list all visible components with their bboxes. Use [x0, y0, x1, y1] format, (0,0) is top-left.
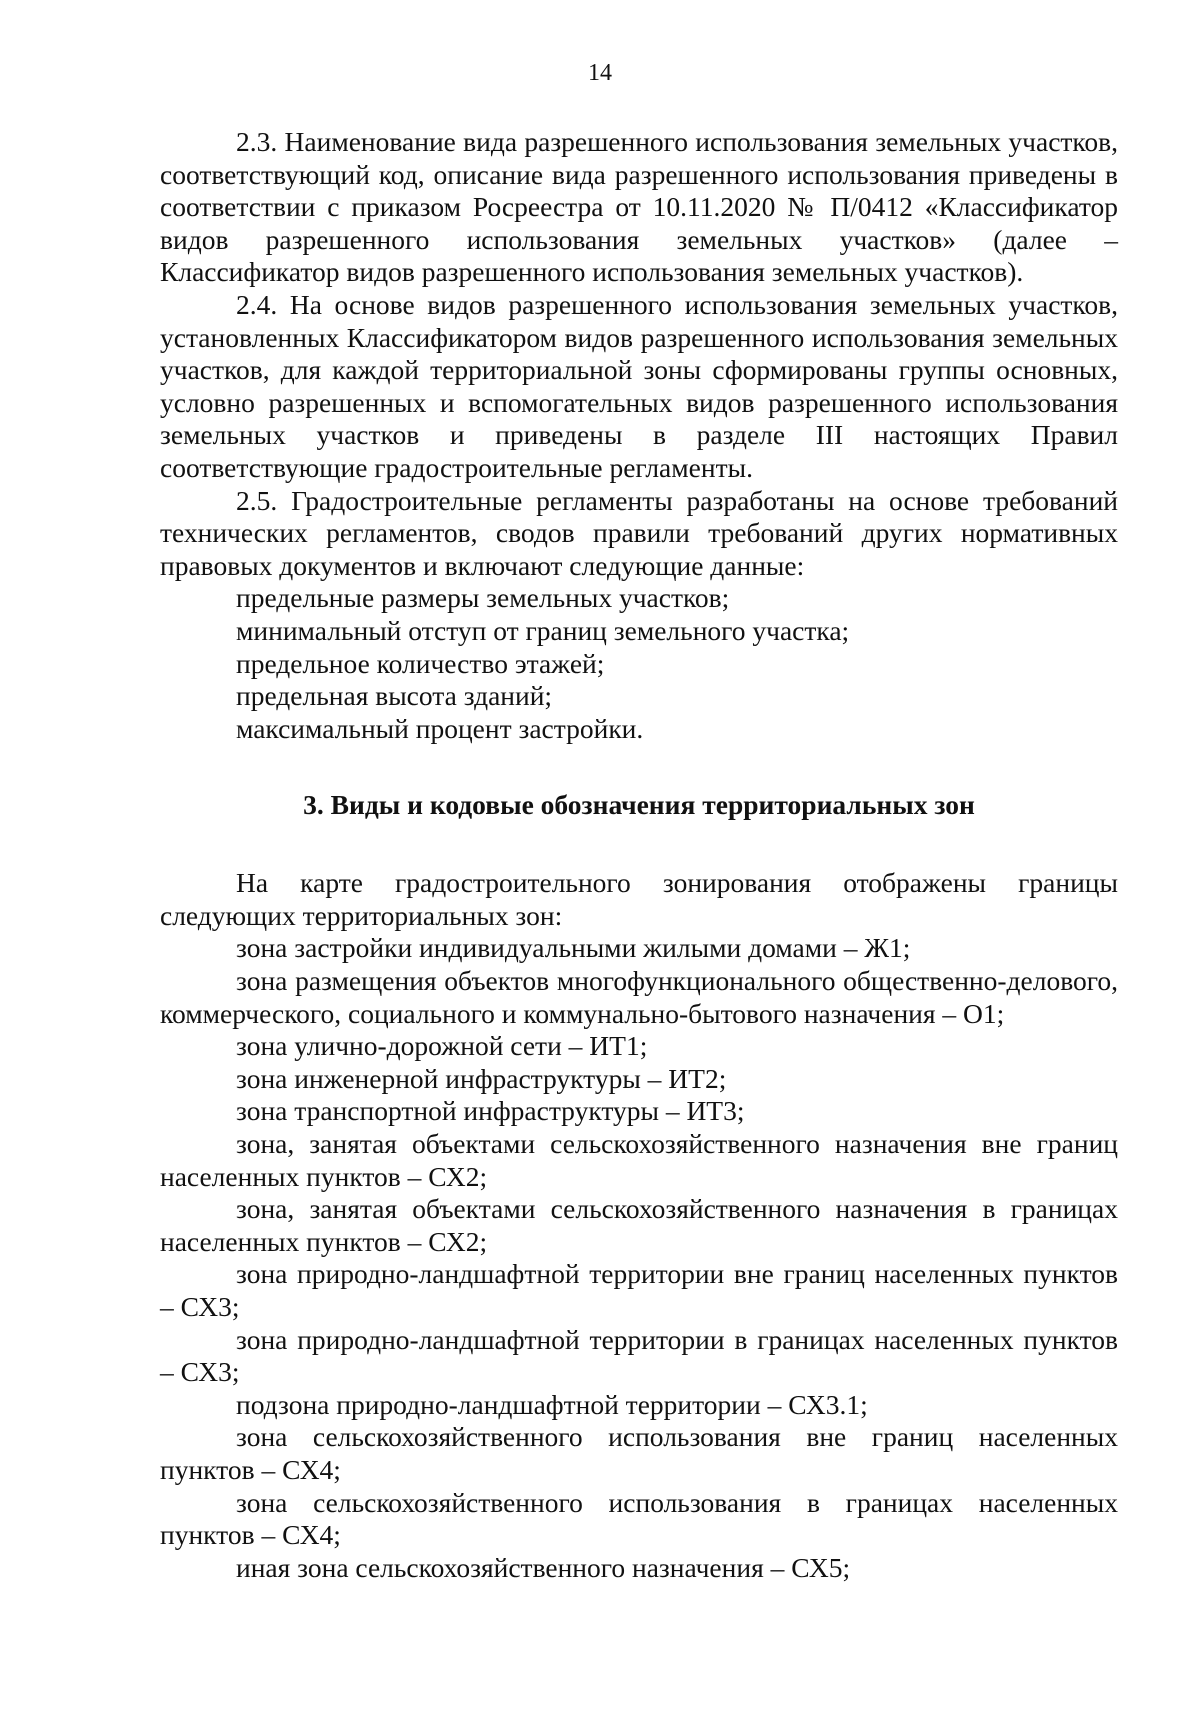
paragraph-2-4: 2.4. На основе видов разрешенного использования земельных участков, установленных Классификатором видов разрешенного использования земельных участков, для каждой территориальной зоны сформированы группы основных, условно разрешенных и вспомогательных видов разрешенного использования земельных участков и приведены в разделе III настоящих Правил соответствующие градостроительные регламенты.: [160, 288, 1118, 483]
zones-intro: На карте градостроительного зонирования отображены границы следующих территориальных зон:: [160, 867, 1118, 931]
list-item: зона застройки индивидуальными жилыми домами – Ж1;: [236, 932, 911, 964]
page-content: [160, 126, 1118, 1584]
list-item: предельная высота зданий;: [236, 680, 553, 712]
list-item: зона сельскохозяйственного использования вне границ населенных пунктов – СХ4;: [160, 1421, 1118, 1485]
paragraph-2-5: 2.5. Градостроительные регламенты разработаны на основе требований технических регламентов, сводов правили требований других нормативных правовых документов и включают следующие данные:: [160, 484, 1118, 581]
page-number: 14: [588, 60, 612, 86]
list-item: максимальный процент застройки.: [236, 712, 644, 744]
list-item: зона инженерной инфраструктуры – ИТ2;: [236, 1062, 727, 1094]
list-item: иная зона сельскохозяйственного назначения – СХ5;: [236, 1551, 851, 1583]
paragraph-2-3: 2.3. Наименование вида разрешенного использования земельных участков, соответствующий код, описание вида разрешенного использования приведены в соответствии с приказом Росреестра от 10.11.2020 № П/0412 «Классификатор видов разрешенного использования земельных участков» (далее – Классификатор видов разрешенного использования земельных участков).: [160, 126, 1118, 288]
list-item: зона размещения объектов многофункционального общественно-делового, коммерческого, социального и коммунально-бытового назначения – О1;: [160, 965, 1118, 1029]
list-item: зона сельскохозяйственного использования в границах населенных пунктов – СХ4;: [160, 1486, 1118, 1551]
list-item: зона природно-ландшафтной территории вне границ населенных пунктов – СХ3;: [160, 1258, 1118, 1322]
list-item: зона улично-дорожной сети – ИТ1;: [236, 1030, 648, 1062]
list-item: зона транспортной инфраструктуры – ИТ3;: [236, 1095, 745, 1127]
list-item: зона, занятая объектами сельскохозяйственного назначения вне границ населенных пунктов – СХ2;: [160, 1128, 1118, 1192]
list-item: зона природно-ландшафтной территории в границах населенных пунктов – СХ3;: [160, 1323, 1118, 1388]
list-item: минимальный отступ от границ земельного участка;: [236, 614, 850, 646]
regulation-data-list: [160, 582, 1118, 745]
list-item: предельное количество этажей;: [236, 647, 605, 679]
list-item: предельные размеры земельных участков;: [236, 582, 730, 614]
list-item: подзона природно-ландшафтной территории – СХ3.1;: [236, 1388, 868, 1420]
list-item: зона, занятая объектами сельскохозяйственного назначения в границах населенных пунктов – СХ2;: [160, 1193, 1118, 1257]
zones-list: [160, 932, 1118, 1584]
section-3-heading: 3. Виды и кодовые обозначения территориальных зон: [303, 789, 975, 821]
